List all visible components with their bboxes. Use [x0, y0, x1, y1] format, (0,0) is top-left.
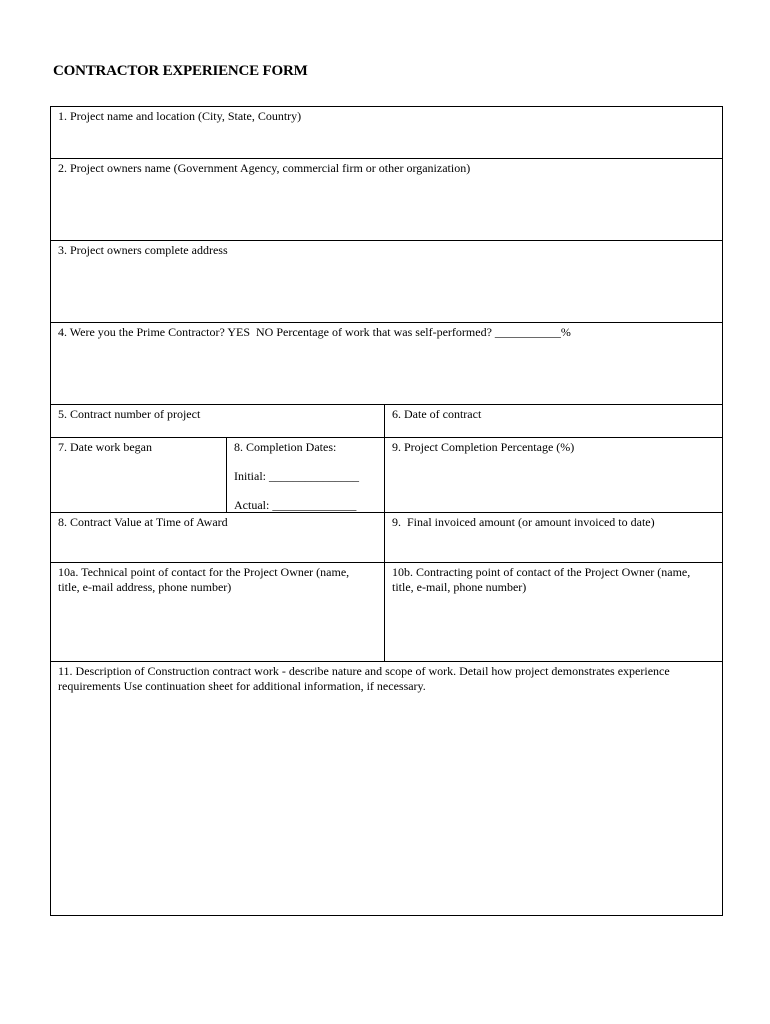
- field-prime-contractor-label: 4. Were you the Prime Contractor? YES NO Percentage of work that was self-performed? ___________%: [58, 325, 571, 339]
- field-project-owner-name-label: 2. Project owners name (Government Agency, commercial firm or other organization): [58, 161, 471, 175]
- field-project-owner-address[interactable]: [50, 240, 723, 323]
- field-technical-poc-label-line2: title, e-mail address, phone number): [58, 580, 232, 594]
- field-contracting-poc-label-line2: title, e-mail, phone number): [392, 580, 527, 594]
- field-contract-number-label: 5. Contract number of project: [58, 407, 201, 421]
- field-prime-contractor[interactable]: [50, 322, 723, 405]
- field-work-description-label-line2: requirements Use continuation sheet for additional information, if necessary.: [58, 679, 426, 693]
- field-completion-dates-label: 8. Completion Dates:: [234, 440, 337, 454]
- field-completion-initial: Initial: _______________: [234, 469, 359, 483]
- field-completion-percentage[interactable]: [384, 437, 723, 513]
- field-project-owner-address-label: 3. Project owners complete address: [58, 243, 228, 257]
- field-work-description[interactable]: [50, 661, 723, 916]
- field-technical-poc-label-line1: 10a. Technical point of contact for the Project Owner (name,: [58, 565, 350, 579]
- field-completion-dates[interactable]: [226, 437, 385, 513]
- field-contracting-poc-label-line1: 10b. Contracting point of contact of the Project Owner (name,: [392, 565, 691, 579]
- field-contract-value-label: 8. Contract Value at Time of Award: [58, 515, 228, 529]
- field-final-invoiced-amount-label: 9. Final invoiced amount (or amount invoiced to date): [392, 515, 655, 529]
- field-contract-value[interactable]: [50, 512, 385, 563]
- field-contracting-poc[interactable]: [384, 562, 723, 662]
- field-date-of-contract[interactable]: [384, 404, 723, 438]
- field-date-work-began[interactable]: [50, 437, 227, 513]
- field-project-owner-name[interactable]: [50, 158, 723, 241]
- field-contract-number[interactable]: [50, 404, 385, 438]
- field-date-of-contract-label: 6. Date of contract: [392, 407, 482, 421]
- field-technical-poc[interactable]: [50, 562, 385, 662]
- field-final-invoiced-amount[interactable]: [384, 512, 723, 563]
- field-completion-percentage-label: 9. Project Completion Percentage (%): [392, 440, 575, 454]
- field-project-name-location[interactable]: [50, 106, 723, 159]
- field-work-description-label-line1: 11. Description of Construction contract work - describe nature and scope of work. Detail how project demonstrates experience: [58, 664, 670, 678]
- contractor-experience-form: [51, 107, 724, 917]
- field-completion-actual: Actual: ______________: [234, 498, 357, 512]
- field-date-work-began-label: 7. Date work began: [58, 440, 152, 454]
- form-title: CONTRACTOR EXPERIENCE FORM: [53, 63, 308, 79]
- field-project-name-location-label: 1. Project name and location (City, State, Country): [58, 109, 302, 123]
